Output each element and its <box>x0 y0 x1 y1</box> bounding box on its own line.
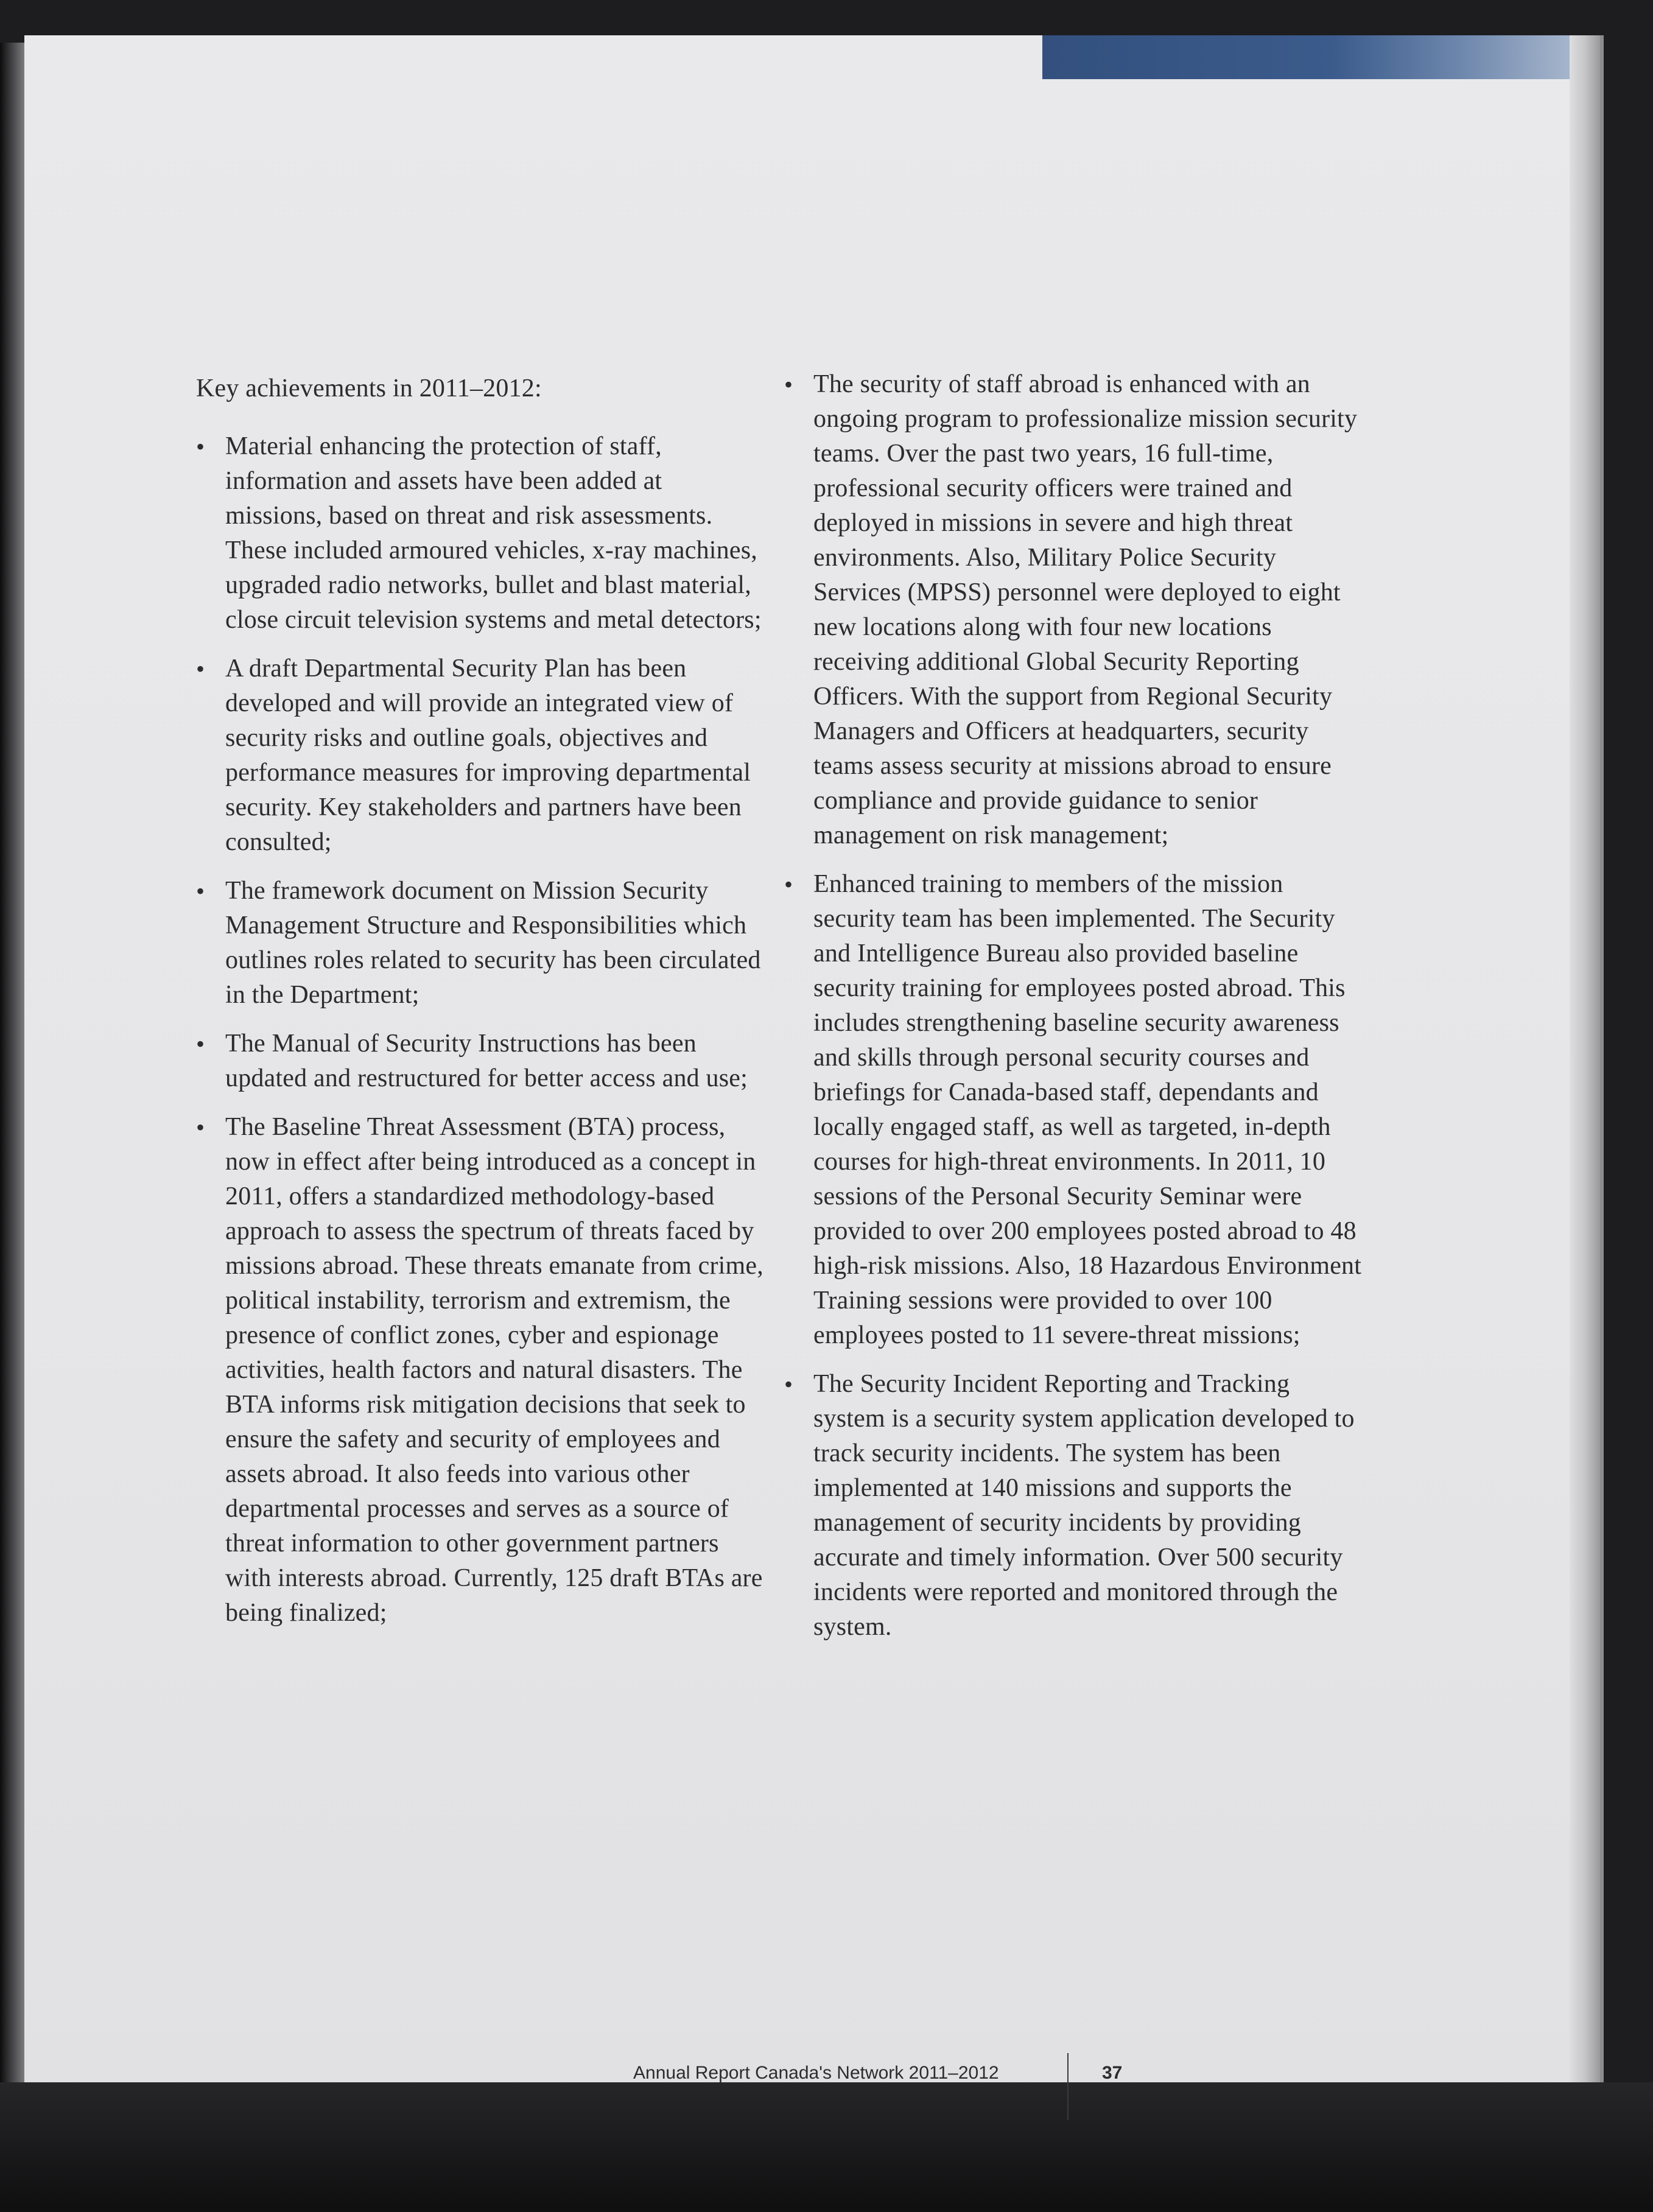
footer-divider <box>1067 2053 1069 2120</box>
page-number: 37 <box>1102 2063 1123 2083</box>
list-item <box>196 429 765 637</box>
footer-title: Annual Report Canada's Network 2011–2012 <box>633 2063 999 2083</box>
list-item <box>196 1027 765 1096</box>
bullet-icon: • <box>196 433 205 460</box>
list-item-text: A draft Departmental Security Plan has been developed and will provide an integrated view of security risks and outline goals, objectives and performance measures for improving departmental security. Key stakeholders and partners have been consulted; <box>225 655 751 856</box>
header-color-band <box>1042 35 1570 79</box>
right-column <box>784 367 1363 1659</box>
bullet-icon: • <box>196 1114 205 1141</box>
list-item <box>784 867 1363 1353</box>
list-item-text: The Security Incident Reporting and Tracking system is a security system application developed to track security incidents. The system has been implemented at 140 missions and supports the management of security incidents by providing accurate and timely information. Over 500 security incidents were reported and monitored through the system. <box>813 1370 1355 1641</box>
list-item-text: The Baseline Threat Assessment (BTA) process, now in effect after being introduced as a concept in 2011, offers a standardized methodology-based approach to assess the spectrum of threats faced by missions abroad. These threats emanate from crime, political instability, terrorism and extremism, the presence of conflict zones, cyber and espionage activities, health factors and natural disasters. The BTA informs risk mitigation decisions that seek to ensure the safety and security of employees and assets abroad. It also feeds into various other departmental processes and serves as a source of threat information to other government partners with interests abroad. Currently, 125 draft BTAs are being finalized; <box>225 1113 763 1627</box>
list-item <box>196 874 765 1013</box>
list-item <box>784 1367 1363 1645</box>
bullet-icon: • <box>196 655 205 683</box>
list-item-text: Enhanced training to members of the mission security team has been implemented. The Security and Intelligence Bureau also provided baseline security training for employees posted abroad. This includes strengthening baseline security awareness and skills through personal security courses and briefings for Canada-based staff, dependants and locally engaged staff, as well as targeted, in-depth courses for high-threat environments. In 2011, 10 sessions of the Personal Security Seminar were provided to over 200 employees posted abroad to 48 high-risk missions. Also, 18 Hazardous Environment Training sessions were provided to over 100 employees posted to 11 severe-threat missions; <box>813 870 1362 1349</box>
intro-heading: Key achievements in 2011–2012: <box>196 374 542 402</box>
list-item <box>196 1110 765 1631</box>
left-column <box>196 371 765 1645</box>
list-item <box>196 651 765 860</box>
list-item <box>784 367 1363 853</box>
right-bullet-list <box>784 367 1363 1645</box>
list-item-text: Material enhancing the protection of staff, information and assets have been added at missions, based on threat and risk assessments. These included armoured vehicles, x-ray machines, upgraded radio networks, bullet and blast material, close circuit television systems and metal detectors; <box>225 432 762 634</box>
bullet-icon: • <box>784 1371 793 1398</box>
bullet-icon: • <box>196 1030 205 1058</box>
list-item-text: The framework document on Mission Security Management Structure and Responsibilities which outlines roles related to security has been circulated in the Department; <box>225 877 761 1009</box>
list-item-text: The Manual of Security Instructions has been updated and restructured for better access and use; <box>225 1030 748 1092</box>
bullet-icon: • <box>784 371 793 398</box>
left-bullet-list <box>196 429 765 1631</box>
page-edge-right <box>1570 35 1600 2082</box>
bullet-icon: • <box>784 871 793 898</box>
bullet-icon: • <box>196 877 205 905</box>
bottom-background <box>0 2082 1653 2212</box>
book-spine-left <box>0 43 24 2082</box>
list-item-text: The security of staff abroad is enhanced with an ongoing program to professionalize mission security teams. Over the past two years, 16 full-time, professional security officers were trained and deployed in missions in severe and high threat environments. Also, Military Police Security Services (MPSS) personnel were deployed to eight new locations along with four new locations receiving additional Global Security Reporting Officers. With the support from Regional Security Managers and Officers at headquarters, security teams assess security at missions abroad to ensure compliance and provide guidance to senior management on risk management; <box>813 370 1358 849</box>
